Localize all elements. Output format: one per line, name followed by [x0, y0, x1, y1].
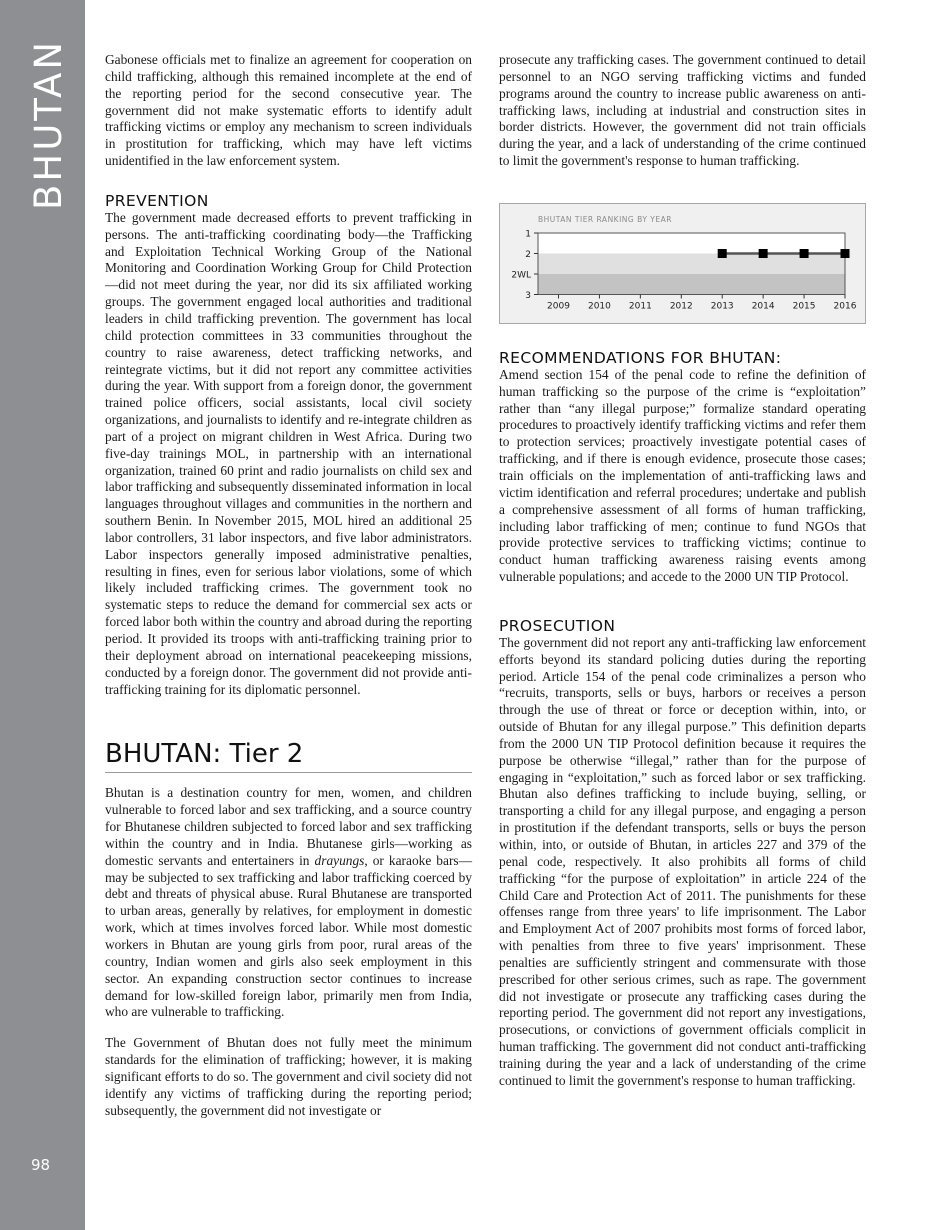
- y-tick-label: 2WL: [511, 270, 531, 281]
- x-tick-label: 2013: [710, 301, 734, 312]
- prevention-paragraph: The government made decreased efforts to prevent trafficking in persons. The anti-trafficking coordinating body—the Trafficking and Exploitation Technical Working Group of the National Monitoring and Coordination Working Group for Child Protection—did not meet during the year, nor did its six affiliated working groups. The government engaged local authorities and traditional leaders in child trafficking prevention. The government has local child protection committees in 33 communities throughout the country to raise awareness, detect trafficking networks, and reintegrate victims, but it did not report any committee activities during the year. With support from a foreign donor, the government trained police officers, social assistants, local civil society organizations, and journalists to identify and re-integrate children as part of a project on migrant children in West Africa. During two five-day trainings MOL, in partnership with an international organization, trained 60 print and radio journalists on child sex and labor trafficking and subsequently disseminated information in local languages throughout villages and communities in the northern and southern Benin. In November 2015, MOL hired an additional 25 labor controllers, 31 labor inspectors, and five labor administrators. Labor inspectors generally imposed administrative penalties, resulting in fines, even for serious labor violations, some of which likely included trafficking crimes. The government took no systematic steps to reduce the demand for commercial sex acts or forced labor both within the country and abroad during the reporting period. It provided its troops with anti-trafficking training prior to their deployment abroad on international peacekeeping missions, conducted by a foreign donor. The government did not provide anti-trafficking training for its diplomatic personnel.: [105, 209, 472, 697]
- intro-paragraph: Gabonese officials met to finalize an agreement for cooperation on child trafficking, although this remained incomplete at the end of the reporting period for the second consecutive year. The government did not make systematic efforts to identify adult trafficking victims or employ any mechanism to screen individuals in prostitution for trafficking, which may have left victims unidentified in the law enforcement system.: [105, 52, 472, 169]
- y-tick-label: 2: [525, 249, 531, 260]
- sidebar: [0, 0, 85, 1230]
- country-tier-heading: BHUTAN: Tier 2: [105, 738, 472, 773]
- tier-ranking-chart-svg: [500, 204, 865, 321]
- x-tick-label: 2010: [587, 301, 611, 312]
- y-tick-label: 1: [525, 229, 531, 240]
- left-column: [105, 52, 472, 1119]
- recommendations-heading: RECOMMENDATIONS FOR BHUTAN:: [499, 348, 782, 367]
- italic-term: drayungs: [314, 852, 365, 868]
- country-overview-paragraph: Bhutan is a destination country for men, women, and children vulnerable to forced labor and sex trafficking, and a source country for Bhutanese children subjected to forced labor and sex trafficking within the country and in India. Bhutanese girls—working as domestic servants and entertainers in drayungs, or karaoke bars—may be subjected to sex trafficking and labor trafficking coerced by debt and threats of physical abuse. Rural Bhutanese are transported to urban areas, generally by relatives, for employment in domestic work, which at times involves forced labor. While most domestic workers in Bhutan are young girls from poor, rural areas of the country, Indian women and girls also seek employment in this sector. An expanding construction sector continues to increase demand for low-skilled foreign labor, primarily men from India, who are vulnerable to trafficking.: [105, 785, 473, 1020]
- x-tick-label: 2009: [547, 301, 570, 312]
- prosecution-heading: PROSECUTION: [499, 616, 616, 635]
- data-point-marker: [841, 249, 850, 258]
- x-tick-label: 2015: [792, 301, 816, 312]
- chart-title: BHUTAN TIER RANKING BY YEAR: [538, 214, 672, 224]
- y-tick-label: 3: [525, 290, 531, 301]
- x-tick-label: 2014: [751, 301, 775, 312]
- right-column: [499, 52, 866, 1090]
- x-tick-label: 2011: [628, 301, 652, 312]
- tier-2-band: [538, 253, 845, 274]
- prevention-heading: PREVENTION: [105, 191, 209, 210]
- data-point-marker: [718, 249, 727, 258]
- tier-2wl-band: [538, 274, 845, 295]
- continued-paragraph: prosecute any trafficking cases. The government continued to detail personnel to an NGO serving trafficking victims and funded programs around the country to increase public awareness on anti-trafficking laws, including at industrial and construction sites in border districts. However, the government did not train officials during the year, and a lack of understanding of the crime continued to limit the government's response to human trafficking.: [499, 52, 866, 169]
- tier-ranking-chart: [499, 203, 866, 324]
- data-point-marker: [759, 249, 768, 258]
- prosecution-paragraph: The government did not report any anti-trafficking law enforcement efforts beyond its standard policing duties during the reporting period. Article 154 of the penal code criminalizes a person who “recruits, transports, sells or buys, harbors or receives a person through the use of threat or force or deception within, into, or outside of Bhutan for any illegal purpose.” This definition departs from the 2000 UN TIP Protocol definition because it requires the purpose be otherwise “illegal,” rather than for the purpose of engaging in “exploitation,” such as forced labor or sex trafficking. Bhutan also defines trafficking to include buying, selling, or transporting a child for any illegal purpose, and engaging a person in prostitution if the defendant transports, sells or buys the person within, into, or outside of Bhutan, in articles 227 and 379 of the penal code, respectively. It also prohibits all forms of child trafficking “for the purpose of exploitation” in article 224 of the Child Care and Protection Act of 2011. The punishments for these offenses range from three years' to life imprisonment. The Labor and Employment Act of 2007 prohibits most forms of forced labor, with penalties from three to five years' imprisonment. These penalties are sufficiently stringent and commensurate with those prescribed for other serious crimes, such as rape. The government did not investigate or prosecute any trafficking cases during the reporting period. The government did not report any investigations, prosecutions, or convictions of government officials complicit in human trafficking. The government did not conduct anti-trafficking training during the year and a lack of understanding of the crime continued to limit the government's response to human trafficking.: [499, 634, 866, 1088]
- x-tick-label: 2016: [833, 301, 857, 312]
- page-number: 98: [31, 1156, 51, 1174]
- sidebar-country-title: BHUTAN: [27, 38, 70, 210]
- x-tick-label: 2012: [669, 301, 693, 312]
- recommendations-paragraph: Amend section 154 of the penal code to refine the definition of human trafficking so the purpose of the crime is “exploitation” rather than “any illegal purpose;” formalize standard operating procedures to proactively identify trafficking victims and refer them to protection services; proactively investigate potential cases of trafficking, and if there is enough evidence, prosecute those cases; train officials on the implementation of anti-trafficking laws and victim identification and referral procedures; undertake and publish a comprehensive assessment of all forms of human trafficking, including labor trafficking of men; continue to fund NGOs that provide protective services to trafficking victims; continue to conduct human trafficking awareness raising events among vulnerable populations; and accede to the 2000 UN TIP Protocol.: [499, 366, 866, 585]
- government-assessment-paragraph: The Government of Bhutan does not fully meet the minimum standards for the elimination of trafficking; however, it is making significant efforts to do so. The government and civil society did not identify any victims of trafficking during the reporting period; subsequently, the government did not investigate or: [105, 1035, 472, 1118]
- data-point-marker: [800, 249, 809, 258]
